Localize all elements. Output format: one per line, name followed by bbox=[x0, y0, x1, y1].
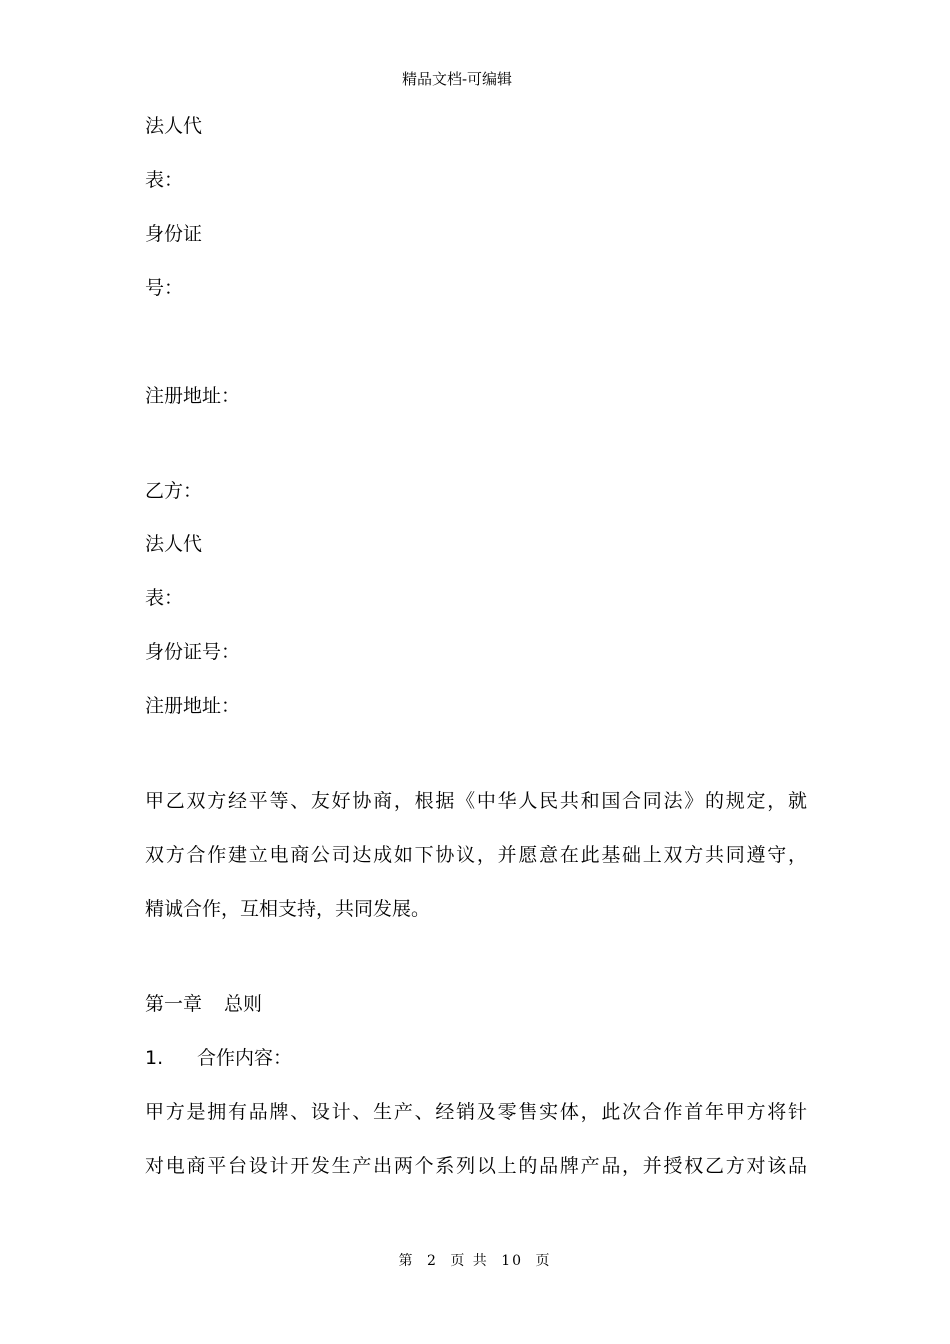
party-b-rep-label-1: 法人代 bbox=[145, 533, 203, 555]
party-a-id-label-1: 身份证 bbox=[145, 223, 203, 245]
footer-suffix: 页 bbox=[535, 1253, 552, 1269]
chapter-heading bbox=[145, 991, 262, 1017]
intro-line-1: 甲乙双方经平等、友好协商，根据《中华人民共和国合同法》的规定，就 bbox=[145, 790, 809, 812]
clause-line-1: 甲方是拥有品牌、设计、生产、经销及零售实体，此次合作首年甲方将针 bbox=[145, 1101, 809, 1123]
page-header: 精品文档-可编辑 bbox=[401, 70, 513, 88]
footer-total-pages: 10 bbox=[501, 1253, 524, 1269]
clause-title: 合作内容： bbox=[197, 1047, 293, 1069]
clause-heading bbox=[145, 1045, 292, 1071]
party-a-id-label-2: 号： bbox=[145, 277, 184, 299]
intro-line-3: 精诚合作，互相支持，共同发展。 bbox=[145, 898, 431, 920]
party-b-name-label: 乙方： bbox=[145, 480, 203, 502]
clause-line-2: 对电商平台设计开发生产出两个系列以上的品牌产品，并授权乙方对该品 bbox=[145, 1155, 809, 1177]
party-a-rep-label-1: 法人代 bbox=[145, 115, 203, 137]
party-a-rep-label-2: 表： bbox=[145, 169, 184, 191]
party-b-id-label: 身份证号： bbox=[145, 641, 241, 663]
footer-prefix: 第 bbox=[398, 1253, 415, 1269]
clause-number: 1. bbox=[145, 1047, 164, 1069]
party-a-address-label: 注册地址： bbox=[145, 385, 241, 407]
chapter-title: 总则 bbox=[224, 993, 263, 1015]
party-b-address-label: 注册地址： bbox=[145, 695, 241, 717]
page-footer bbox=[0, 1251, 950, 1271]
chapter-label: 第一章 bbox=[145, 993, 203, 1015]
intro-line-2: 双方合作建立电商公司达成如下协议，并愿意在此基础上双方共同遵守， bbox=[145, 844, 809, 866]
footer-page-number: 2 bbox=[426, 1253, 438, 1269]
footer-middle: 页 共 bbox=[450, 1253, 489, 1269]
party-b-rep-label-2: 表： bbox=[145, 587, 184, 609]
